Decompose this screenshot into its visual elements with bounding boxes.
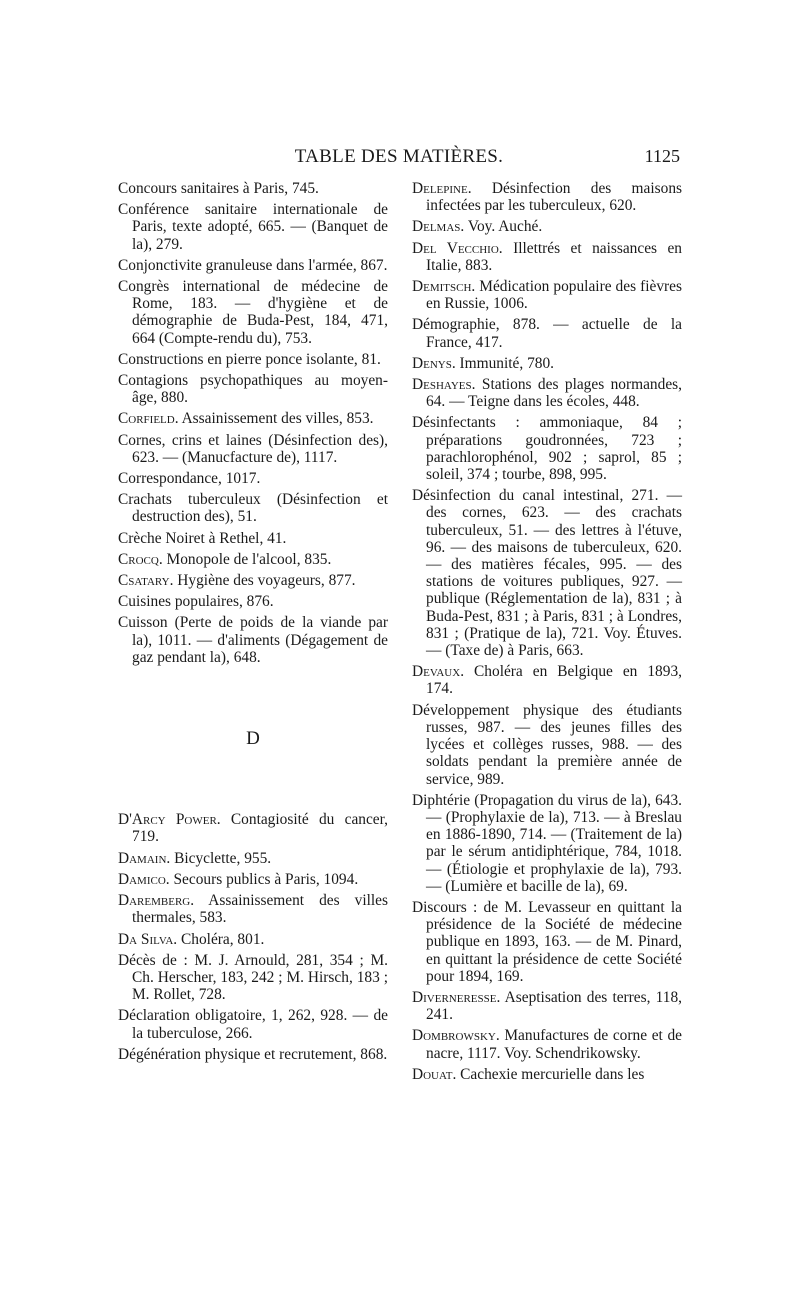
index-entry: [118, 278, 388, 347]
entry-author: Da Silva.: [118, 930, 178, 948]
index-entry: [412, 989, 682, 1023]
entry-author: Csatary.: [118, 572, 174, 590]
entry-author: Demitsch.: [412, 278, 476, 296]
entry-text: Crèche Noiret à Rethel, 41.: [118, 529, 287, 547]
entry-text: Correspondance, 1017.: [118, 470, 261, 488]
entry-text: Contagiosité du cancer, 719.: [132, 811, 388, 846]
entry-author: Douat.: [412, 1065, 457, 1083]
index-entry: [118, 551, 388, 568]
entry-text: Désinfection du canal intestinal, 271. — des cornes, 623. — des crachats tuberculeux, 51. — des lettres à l'étuve, 96. — des maisons de tuberculeux, 620. — des matières fécales, 995. — des stations de voitures publiques, 927. — publique (Réglementation de la), 831 ; à Buda-Pest, 831 ; à Paris, 831 ; à Londres, 831 ; (Pratique de la), 721. Voy. Étuves. — (Taxe de) à Paris, 663.: [412, 487, 682, 660]
entry-author: Delepine.: [412, 180, 472, 197]
entry-text: Contagions psychopathiques au moyen-âge, 880.: [118, 372, 388, 407]
entry-text: Assainissement des villes, 853.: [181, 410, 374, 428]
index-entry: [412, 180, 682, 214]
entry-text: Aseptisation des terres, 118, 241.: [426, 988, 682, 1024]
entry-text: Cornes, crins et laines (Désinfection des), 623. — (Manucfacture de), 1117.: [118, 431, 388, 466]
left-entries-before: [118, 180, 388, 666]
index-entry: [118, 530, 388, 547]
entry-text: Bicyclette, 955.: [174, 849, 272, 867]
index-entry: [118, 372, 388, 406]
entry-text: Désinfectants : ammoniaque, 84 ; préparations goudronnées, 723 ; parachlorophénol, 902 ; saprol, 85 ; soleil, 374 ; tourbe, 898, 995.: [412, 414, 682, 484]
entry-author: Crocq.: [118, 550, 163, 568]
index-entry: [118, 892, 388, 926]
entry-text: Congrès international de médecine de Rome, 183. — d'hygiène et de démographie de Buda-Pest, 184, 471, 664 (Compte-rendu du), 753.: [118, 278, 388, 347]
left-entries-after: [118, 811, 388, 1063]
index-entry: [412, 240, 682, 274]
index-entry: [118, 952, 388, 1004]
index-entry: [118, 257, 388, 274]
entry-author: Del Vecchio.: [412, 239, 503, 257]
entry-text: Monopole de l'alcool, 835.: [166, 550, 332, 568]
index-entry: [412, 663, 682, 697]
index-entry: [118, 593, 388, 610]
entry-author: Denys.: [412, 354, 456, 372]
index-entry: [412, 414, 682, 483]
entry-text: Discours : de M. Levasseur en quittant la présidence de la Société de médecine publique en 1893, 163. — de M. Pinard, en quittant la présidence de cette Société pour 1894, 169.: [412, 898, 682, 985]
left-column: [118, 180, 388, 1067]
section-letter: D: [246, 728, 260, 750]
entry-author: Dombrowsky.: [412, 1027, 500, 1045]
entry-text: Constructions en pierre ponce isolante, 81.: [118, 350, 381, 368]
entry-text: Conjonctivite granuleuse dans l'armée, 867.: [118, 256, 388, 274]
entry-text: Secours publics à Paris, 1094.: [173, 870, 359, 888]
index-entry: [412, 355, 682, 372]
index-entry: [412, 218, 682, 235]
index-entry: [412, 376, 682, 410]
index-entry: [412, 702, 682, 788]
entry-text: Démographie, 878. — actuelle de la France, 417.: [412, 316, 682, 351]
index-entry: [118, 850, 388, 867]
index-entry: [412, 278, 682, 312]
right-column: [412, 180, 682, 1087]
page-header: [118, 146, 680, 170]
entry-text: Déclaration obligatoire, 1, 262, 928. — de la tuberculose, 266.: [118, 1007, 388, 1042]
entry-text: Décès de : M. J. Arnould, 281, 354 ; M. Ch. Herscher, 183, 242 ; M. Hirsch, 183 ; M. Rollet, 728.: [118, 951, 388, 1004]
entry-text: Concours sanitaires à Paris, 745.: [118, 180, 319, 197]
entry-text: Choléra en Belgique en 1893, 174.: [426, 663, 682, 698]
entry-author: Daremberg.: [118, 892, 195, 910]
index-entry: [412, 792, 682, 895]
index-entry: [118, 491, 388, 525]
entry-text: Désinfection des maisons infectées par les tuberculeux, 620.: [426, 180, 682, 215]
entry-author: Delmas.: [412, 218, 465, 236]
entry-text: Stations des plages normandes, 64. — Teigne dans les écoles, 448.: [426, 376, 682, 411]
index-entry: [118, 614, 388, 666]
index-entry: [412, 1027, 682, 1061]
entry-author: Damain.: [118, 849, 171, 867]
index-entry: [412, 899, 682, 985]
index-entry: [118, 1046, 388, 1063]
index-entry: [118, 410, 388, 427]
index-entry: [118, 1007, 388, 1041]
entry-text: Conférence sanitaire internationale de Paris, texte adopté, 665. — (Banquet de la), 279.: [118, 201, 388, 253]
index-entry: [412, 316, 682, 350]
entry-text: Assainissement des villes thermales, 583.: [132, 892, 389, 927]
index-entry: [118, 931, 388, 948]
entry-author: Deshayes.: [412, 376, 476, 394]
index-entry: [118, 180, 388, 197]
index-entry: [412, 1066, 682, 1083]
index-entry: [118, 201, 388, 253]
right-entries: [412, 180, 682, 1083]
entry-text: Dégénération physique et recrutement, 868.: [118, 1045, 388, 1063]
entry-text: Choléra, 801.: [181, 930, 265, 948]
index-entry: [118, 351, 388, 368]
index-entry: [118, 470, 388, 487]
index-entry: [118, 871, 388, 888]
entry-text: Illettrés et naissances en Italie, 883.: [426, 239, 682, 274]
entry-text: Immunité, 780.: [459, 354, 555, 372]
entry-text: Crachats tuberculeux (Désinfection et destruction des), 51.: [118, 491, 388, 526]
entry-text: Voy. Auché.: [467, 218, 543, 236]
running-title: TABLE DES MATIÈRES.: [294, 146, 504, 167]
entry-author: Diverneresse.: [412, 988, 501, 1006]
entry-text: Manufactures de corne et de nacre, 1117. Voy. Schendrikowsky.: [426, 1027, 682, 1062]
entry-author: Corfield.: [118, 410, 179, 428]
entry-text: Cuisson (Perte de poids de la viande par la), 1011. — d'aliments (Dégagement de gaz pendant la), 648.: [118, 614, 388, 666]
entry-text: Hygiène des voyageurs, 877.: [177, 572, 356, 590]
entry-text: Développement physique des étudiants russes, 987. — des jeunes filles des lycées et collèges russes, 988. — des soldats pendant la première année de service, 989.: [412, 701, 682, 788]
index-entry: [118, 432, 388, 466]
index-entry: [118, 572, 388, 589]
entry-text: Cuisines populaires, 876.: [118, 593, 274, 611]
entry-text: Cachexie mercurielle dans les: [460, 1065, 645, 1083]
entry-author: Damico.: [118, 870, 170, 888]
entry-text: Diphtérie (Propagation du virus de la), 643. — (Prophylaxie de la), 713. — à Breslau en 1886-1890, 714. — (Traitement de la) par le sérum antidiphtérique, 784, 1018. — (Étiologie et prophylaxie de la), 793. — (Lumière et bacille de la), 69.: [412, 791, 682, 895]
entry-author: Devaux.: [412, 663, 465, 681]
page-number: 1125: [644, 146, 680, 166]
entry-text: Médication populaire des fièvres en Russie, 1006.: [426, 278, 682, 313]
index-entry: [412, 487, 682, 659]
entry-author: D'Arcy Power.: [118, 811, 221, 829]
index-entry: [118, 811, 388, 845]
